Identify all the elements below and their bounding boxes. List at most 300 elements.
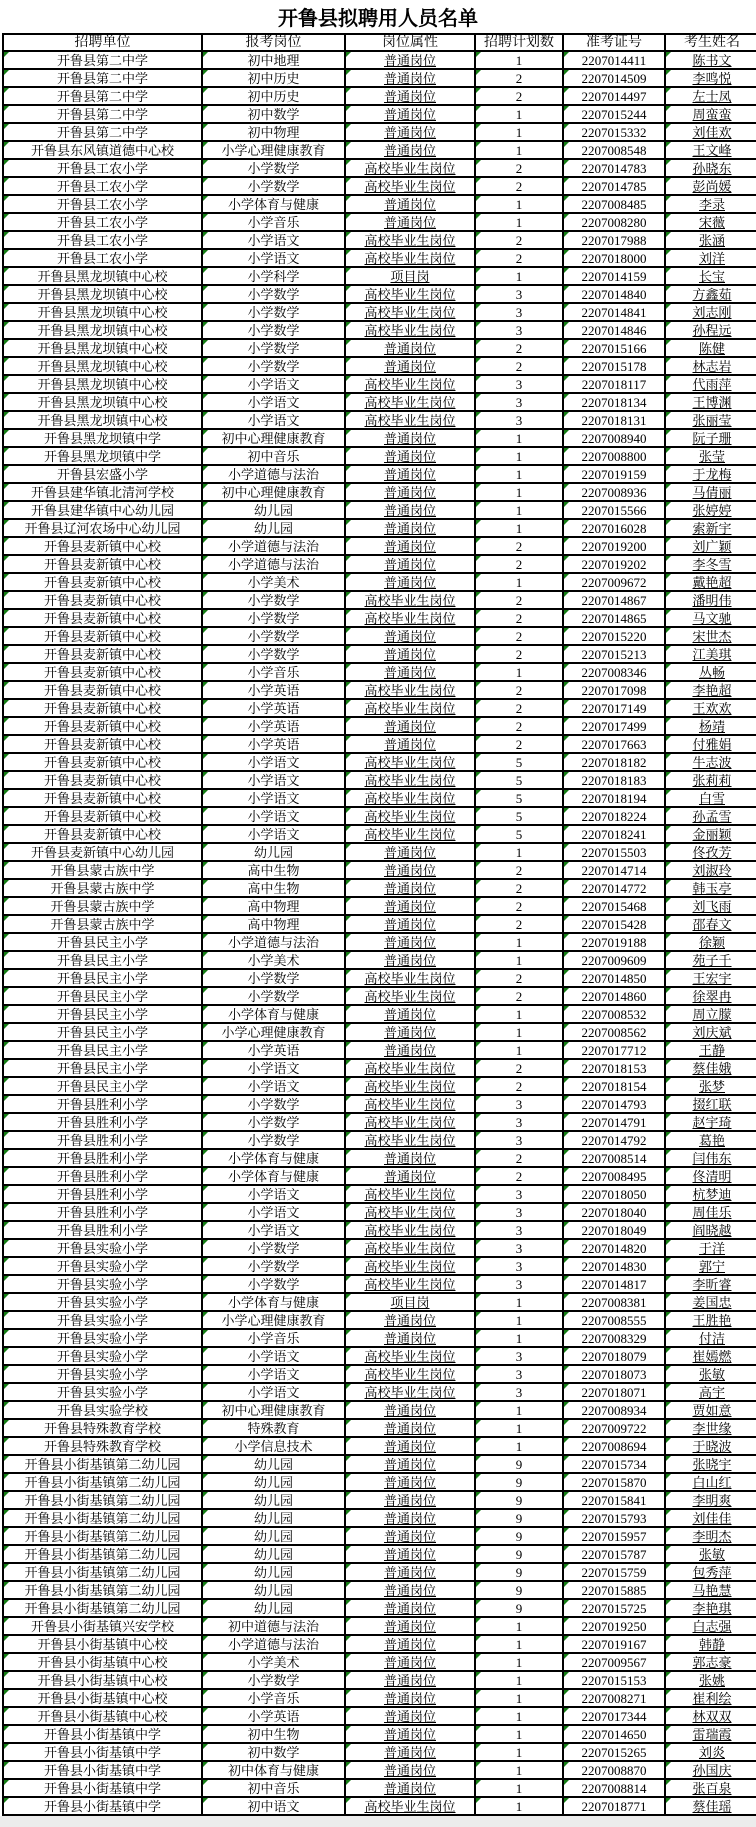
cell-text: 小学美术 xyxy=(247,574,300,590)
col-ticket-number xyxy=(563,1113,665,1131)
green-triangle-icon xyxy=(476,1654,481,1659)
cell-text: 徐翠冉 xyxy=(692,988,732,1004)
col-plan-count xyxy=(475,1023,563,1041)
col-post-attribute xyxy=(345,1797,475,1815)
table-row xyxy=(3,1059,756,1077)
cell-text: 普通岗位 xyxy=(383,124,436,140)
green-triangle-icon xyxy=(666,52,671,57)
green-triangle-icon xyxy=(564,1780,569,1785)
col-ticket-number xyxy=(563,1455,665,1473)
green-triangle-icon xyxy=(476,1600,481,1605)
cell-text: 开鲁县胜利小学 xyxy=(56,1168,148,1184)
cell-text: 高中生物 xyxy=(247,880,300,896)
green-triangle-icon xyxy=(476,340,481,345)
green-triangle-icon xyxy=(4,1186,9,1191)
col-candidate-name xyxy=(665,177,756,195)
col-candidate-name xyxy=(665,123,756,141)
col-plan-count xyxy=(475,1275,563,1293)
cell-text: 开鲁县民主小学 xyxy=(56,1024,148,1040)
col-candidate-name xyxy=(665,1221,756,1239)
cell-text: 1 xyxy=(515,1780,523,1796)
cell-text: 高校毕业生岗位 xyxy=(364,286,456,302)
green-triangle-icon xyxy=(203,826,208,831)
col-candidate-name xyxy=(665,1671,756,1689)
cell-text: 白雪 xyxy=(698,790,725,806)
cell-text: 2207015885 xyxy=(581,1582,647,1598)
cell-text: 李明杰 xyxy=(692,1528,732,1544)
col-applied-position xyxy=(202,1005,345,1023)
cell-text: 开鲁县黑龙坝镇中心校 xyxy=(37,304,168,320)
cell-text: 王胜艳 xyxy=(692,1312,732,1328)
green-triangle-icon xyxy=(346,1762,351,1767)
cell-text: 开鲁县麦新镇中心校 xyxy=(43,826,161,842)
green-triangle-icon xyxy=(203,880,208,885)
green-triangle-icon xyxy=(476,268,481,273)
green-triangle-icon xyxy=(666,376,671,381)
cell-text: 小学道德与法治 xyxy=(227,538,319,554)
cell-text: 2207019200 xyxy=(581,538,647,554)
cell-text: 高校毕业生岗位 xyxy=(364,1798,456,1814)
green-triangle-icon xyxy=(666,448,671,453)
table-row xyxy=(3,537,756,555)
cell-text: 2207008346 xyxy=(581,664,647,680)
col-recruiting-unit xyxy=(3,231,202,249)
col-plan-count xyxy=(475,465,563,483)
col-applied-position xyxy=(202,1689,345,1707)
cell-text: 初中历史 xyxy=(247,70,300,86)
green-triangle-icon xyxy=(346,358,351,363)
col-applied-position xyxy=(202,1473,345,1491)
col-candidate-name xyxy=(665,951,756,969)
col-post-attribute xyxy=(345,1077,475,1095)
cell-text: 3 xyxy=(515,1258,523,1274)
green-triangle-icon xyxy=(476,1582,481,1587)
green-triangle-icon xyxy=(564,1258,569,1263)
green-triangle-icon xyxy=(666,736,671,741)
col-recruiting-unit xyxy=(3,843,202,861)
green-triangle-icon xyxy=(666,862,671,867)
green-triangle-icon xyxy=(346,124,351,129)
col-recruiting-unit xyxy=(3,87,202,105)
col-ticket-number xyxy=(563,87,665,105)
cell-text: 普通岗位 xyxy=(383,664,436,680)
cell-text: 2207008514 xyxy=(581,1150,647,1166)
green-triangle-icon xyxy=(346,1186,351,1191)
col-applied-position xyxy=(202,1401,345,1419)
green-triangle-icon xyxy=(4,1366,9,1371)
green-triangle-icon xyxy=(666,1150,671,1155)
cell-text: 张敏 xyxy=(698,1546,725,1562)
col-post-attribute xyxy=(345,501,475,519)
col-post-attribute xyxy=(345,843,475,861)
green-triangle-icon xyxy=(666,160,671,165)
green-triangle-icon xyxy=(476,1042,481,1047)
green-triangle-icon xyxy=(564,1456,569,1461)
col-post-attribute xyxy=(345,699,475,717)
cell-text: 1 xyxy=(515,502,523,518)
col-post-attribute xyxy=(345,1671,475,1689)
col-plan-count xyxy=(475,1383,563,1401)
table-body xyxy=(3,51,756,1815)
green-triangle-icon xyxy=(4,880,9,885)
cell-text: 小学语文 xyxy=(247,1366,300,1382)
cell-text: 韩玉亭 xyxy=(692,880,732,896)
green-triangle-icon xyxy=(4,376,9,381)
header-col-recruiting-unit: 招聘单位 xyxy=(3,34,202,51)
cell-text: 2207015166 xyxy=(581,340,647,356)
cell-text: 小学语文 xyxy=(247,232,300,248)
green-triangle-icon xyxy=(666,268,671,273)
green-triangle-icon xyxy=(476,1456,481,1461)
cell-text: 小学心理健康教育 xyxy=(221,1312,326,1328)
cell-text: 幼儿园 xyxy=(253,520,293,536)
col-ticket-number xyxy=(563,951,665,969)
cell-text: 开鲁县实验小学 xyxy=(56,1276,148,1292)
col-applied-position xyxy=(202,249,345,267)
cell-text: 代雨萍 xyxy=(692,376,732,392)
cell-text: 高校毕业生岗位 xyxy=(364,592,456,608)
cell-text: 2 xyxy=(515,592,523,608)
cell-text: 小学语文 xyxy=(247,772,300,788)
green-triangle-icon xyxy=(203,1564,208,1569)
col-post-attribute xyxy=(345,1041,475,1059)
cell-text: 2207018079 xyxy=(581,1348,647,1364)
col-plan-count xyxy=(475,951,563,969)
cell-text: 2207015793 xyxy=(581,1510,647,1526)
green-triangle-icon xyxy=(203,1276,208,1281)
col-recruiting-unit xyxy=(3,465,202,483)
col-ticket-number xyxy=(563,1599,665,1617)
green-triangle-icon xyxy=(203,160,208,165)
table-row xyxy=(3,285,756,303)
green-triangle-icon xyxy=(476,916,481,921)
cell-text: 开鲁县小街基镇第二幼儿园 xyxy=(24,1582,181,1598)
green-triangle-icon xyxy=(564,466,569,471)
col-ticket-number xyxy=(563,1545,665,1563)
green-triangle-icon xyxy=(346,430,351,435)
page-title: 开鲁县拟聘用人员名单 xyxy=(4,0,752,33)
green-triangle-icon xyxy=(203,1510,208,1515)
cell-text: 开鲁县黑龙坝镇中学 xyxy=(43,448,161,464)
col-ticket-number xyxy=(563,1095,665,1113)
green-triangle-icon xyxy=(203,1168,208,1173)
col-ticket-number xyxy=(563,1023,665,1041)
col-post-attribute xyxy=(345,1023,475,1041)
cell-text: 2207008934 xyxy=(581,1402,647,1418)
col-post-attribute xyxy=(345,1203,475,1221)
table-row xyxy=(3,753,756,771)
cell-text: 开鲁县胜利小学 xyxy=(56,1114,148,1130)
green-triangle-icon xyxy=(666,1798,671,1803)
cell-text: 1 xyxy=(515,1636,523,1652)
green-triangle-icon xyxy=(346,718,351,723)
col-recruiting-unit xyxy=(3,1707,202,1725)
green-triangle-icon xyxy=(476,1762,481,1767)
table-row xyxy=(3,501,756,519)
col-post-attribute xyxy=(345,1311,475,1329)
cell-text: 普通岗位 xyxy=(383,520,436,536)
col-applied-position xyxy=(202,1527,345,1545)
green-triangle-icon xyxy=(4,1510,9,1515)
green-triangle-icon xyxy=(666,304,671,309)
col-plan-count xyxy=(475,105,563,123)
green-triangle-icon xyxy=(476,1672,481,1677)
cell-text: 开鲁县特殊教育学校 xyxy=(43,1438,161,1454)
green-triangle-icon xyxy=(203,1060,208,1065)
col-ticket-number xyxy=(563,1617,665,1635)
cell-text: 1 xyxy=(515,214,523,230)
green-triangle-icon xyxy=(666,1654,671,1659)
green-triangle-icon xyxy=(564,1528,569,1533)
header-row xyxy=(3,34,756,51)
green-triangle-icon xyxy=(346,214,351,219)
col-applied-position xyxy=(202,807,345,825)
green-triangle-icon xyxy=(203,772,208,777)
col-recruiting-unit xyxy=(3,789,202,807)
cell-text: 张敏 xyxy=(698,1366,725,1382)
cell-text: 2207017499 xyxy=(581,718,647,734)
cell-text: 2207008495 xyxy=(581,1168,647,1184)
cell-text: 2207015213 xyxy=(581,646,647,662)
col-candidate-name xyxy=(665,573,756,591)
col-applied-position xyxy=(202,573,345,591)
cell-text: 阎晓越 xyxy=(692,1222,732,1238)
cell-text: 高校毕业生岗位 xyxy=(364,1240,456,1256)
table-row xyxy=(3,1491,756,1509)
green-triangle-icon xyxy=(346,448,351,453)
green-triangle-icon xyxy=(346,484,351,489)
green-triangle-icon xyxy=(346,610,351,615)
green-triangle-icon xyxy=(203,358,208,363)
green-triangle-icon xyxy=(564,1276,569,1281)
green-triangle-icon xyxy=(203,952,208,957)
col-candidate-name xyxy=(665,1617,756,1635)
col-ticket-number xyxy=(563,1797,665,1815)
col-recruiting-unit xyxy=(3,645,202,663)
table-row xyxy=(3,483,756,501)
cell-text: 小学语文 xyxy=(247,1204,300,1220)
col-post-attribute xyxy=(345,1761,475,1779)
col-recruiting-unit xyxy=(3,735,202,753)
cell-text: 小学数学 xyxy=(247,322,300,338)
cell-text: 1 xyxy=(515,124,523,140)
cell-text: 长宝 xyxy=(698,268,725,284)
cell-text: 开鲁县黑龙坝镇中心校 xyxy=(37,394,168,410)
green-triangle-icon xyxy=(666,916,671,921)
cell-text: 金丽颖 xyxy=(692,826,732,842)
table-row xyxy=(3,105,756,123)
cell-text: 丛畅 xyxy=(698,664,725,680)
green-triangle-icon xyxy=(564,736,569,741)
green-triangle-icon xyxy=(203,1798,208,1803)
green-triangle-icon xyxy=(476,250,481,255)
col-candidate-name xyxy=(665,1761,756,1779)
cell-text: 小学数学 xyxy=(247,1240,300,1256)
green-triangle-icon xyxy=(346,1024,351,1029)
cell-text: 3 xyxy=(515,1204,523,1220)
col-post-attribute xyxy=(345,1329,475,1347)
col-recruiting-unit xyxy=(3,195,202,213)
green-triangle-icon xyxy=(4,898,9,903)
cell-text: 张丽莹 xyxy=(692,412,732,428)
green-triangle-icon xyxy=(203,988,208,993)
green-triangle-icon xyxy=(4,916,9,921)
cell-text: 高校毕业生岗位 xyxy=(364,178,456,194)
cell-text: 小学体育与健康 xyxy=(227,1006,319,1022)
col-candidate-name xyxy=(665,1077,756,1095)
cell-text: 幼儿园 xyxy=(253,1492,293,1508)
cell-text: 方鑫茹 xyxy=(692,286,732,302)
green-triangle-icon xyxy=(666,1690,671,1695)
col-recruiting-unit xyxy=(3,1689,202,1707)
green-triangle-icon xyxy=(666,1366,671,1371)
green-triangle-icon xyxy=(4,52,9,57)
cell-text: 小学数学 xyxy=(247,1672,300,1688)
green-triangle-icon xyxy=(4,718,9,723)
green-triangle-icon xyxy=(4,1582,9,1587)
cell-text: 初中地理 xyxy=(247,52,300,68)
green-triangle-icon xyxy=(476,970,481,975)
table-row xyxy=(3,411,756,429)
cell-text: 开鲁县实验小学 xyxy=(56,1330,148,1346)
col-plan-count xyxy=(475,555,563,573)
green-triangle-icon xyxy=(476,790,481,795)
cell-text: 开鲁县小街基镇第二幼儿园 xyxy=(24,1564,181,1580)
green-triangle-icon xyxy=(564,1384,569,1389)
table-row xyxy=(3,1599,756,1617)
col-applied-position xyxy=(202,735,345,753)
col-candidate-name xyxy=(665,1491,756,1509)
cell-text: 于龙梅 xyxy=(692,466,732,482)
cell-text: 普通岗位 xyxy=(383,1654,436,1670)
green-triangle-icon xyxy=(476,1546,481,1551)
col-candidate-name xyxy=(665,465,756,483)
cell-text: 开鲁县麦新镇中心校 xyxy=(43,592,161,608)
cell-text: 2 xyxy=(515,1168,523,1184)
green-triangle-icon xyxy=(4,358,9,363)
col-candidate-name xyxy=(665,915,756,933)
green-triangle-icon xyxy=(564,1492,569,1497)
green-triangle-icon xyxy=(4,1654,9,1659)
col-candidate-name xyxy=(665,267,756,285)
cell-text: 高校毕业生岗位 xyxy=(364,1258,456,1274)
cell-text: 李鸣悦 xyxy=(692,70,732,86)
col-post-attribute xyxy=(345,1383,475,1401)
green-triangle-icon xyxy=(203,1762,208,1767)
col-applied-position xyxy=(202,591,345,609)
table-row xyxy=(3,807,756,825)
col-ticket-number xyxy=(563,915,665,933)
green-triangle-icon xyxy=(666,628,671,633)
col-recruiting-unit xyxy=(3,1041,202,1059)
col-candidate-name xyxy=(665,1779,756,1797)
green-triangle-icon xyxy=(346,268,351,273)
col-recruiting-unit xyxy=(3,1545,202,1563)
col-recruiting-unit xyxy=(3,303,202,321)
col-ticket-number xyxy=(563,267,665,285)
col-ticket-number xyxy=(563,609,665,627)
green-triangle-icon xyxy=(346,1276,351,1281)
green-triangle-icon xyxy=(564,1348,569,1353)
green-triangle-icon xyxy=(4,502,9,507)
green-triangle-icon xyxy=(4,826,9,831)
green-triangle-icon xyxy=(476,142,481,147)
cell-text: 王博渊 xyxy=(692,394,732,410)
col-applied-position xyxy=(202,681,345,699)
cell-text: 2 xyxy=(515,898,523,914)
col-recruiting-unit xyxy=(3,357,202,375)
col-applied-position xyxy=(202,465,345,483)
cell-text: 开鲁县黑龙坝镇中心校 xyxy=(37,412,168,428)
cell-text: 马倩丽 xyxy=(692,484,732,500)
table-row xyxy=(3,699,756,717)
green-triangle-icon xyxy=(666,1474,671,1479)
cell-text: 2207018224 xyxy=(581,808,647,824)
green-triangle-icon xyxy=(666,1006,671,1011)
cell-text: 2207015244 xyxy=(581,106,647,122)
col-post-attribute xyxy=(345,807,475,825)
green-triangle-icon xyxy=(203,628,208,633)
green-triangle-icon xyxy=(564,1762,569,1767)
col-recruiting-unit xyxy=(3,681,202,699)
cell-text: 高校毕业生岗位 xyxy=(364,1186,456,1202)
green-triangle-icon xyxy=(476,736,481,741)
col-candidate-name xyxy=(665,87,756,105)
green-triangle-icon xyxy=(346,1348,351,1353)
cell-text: 王文峰 xyxy=(692,142,732,158)
cell-text: 开鲁县第二中学 xyxy=(56,106,148,122)
green-triangle-icon xyxy=(4,250,9,255)
cell-text: 普通岗位 xyxy=(383,934,436,950)
cell-text: 小学心理健康教育 xyxy=(221,142,326,158)
green-triangle-icon xyxy=(346,970,351,975)
col-candidate-name xyxy=(665,1401,756,1419)
col-ticket-number xyxy=(563,573,665,591)
cell-text: 普通岗位 xyxy=(383,502,436,518)
col-recruiting-unit xyxy=(3,1527,202,1545)
cell-text: 小学体育与健康 xyxy=(227,1168,319,1184)
cell-text: 小学语文 xyxy=(247,1384,300,1400)
col-applied-position xyxy=(202,987,345,1005)
col-ticket-number xyxy=(563,1401,665,1419)
col-plan-count xyxy=(475,1725,563,1743)
green-triangle-icon xyxy=(476,1240,481,1245)
col-applied-position xyxy=(202,1743,345,1761)
col-ticket-number xyxy=(563,1635,665,1653)
cell-text: 开鲁县蒙古族中学 xyxy=(50,916,155,932)
green-triangle-icon xyxy=(564,1402,569,1407)
cell-text: 幼儿园 xyxy=(253,1474,293,1490)
cell-text: 刘广颖 xyxy=(692,538,732,554)
col-plan-count xyxy=(475,825,563,843)
table-row xyxy=(3,987,756,1005)
green-triangle-icon xyxy=(666,88,671,93)
cell-text: 3 xyxy=(515,1132,523,1148)
col-plan-count xyxy=(475,1581,563,1599)
cell-text: 小学数学 xyxy=(247,1114,300,1130)
cell-text: 开鲁县小街基镇第二幼儿园 xyxy=(24,1510,181,1526)
col-applied-position xyxy=(202,1545,345,1563)
green-triangle-icon xyxy=(346,1150,351,1155)
table-row xyxy=(3,1023,756,1041)
col-candidate-name xyxy=(665,1509,756,1527)
col-applied-position xyxy=(202,789,345,807)
green-triangle-icon xyxy=(666,1456,671,1461)
green-triangle-icon xyxy=(203,1204,208,1209)
col-post-attribute xyxy=(345,969,475,987)
green-triangle-icon xyxy=(666,1276,671,1281)
cell-text: 1 xyxy=(515,1672,523,1688)
